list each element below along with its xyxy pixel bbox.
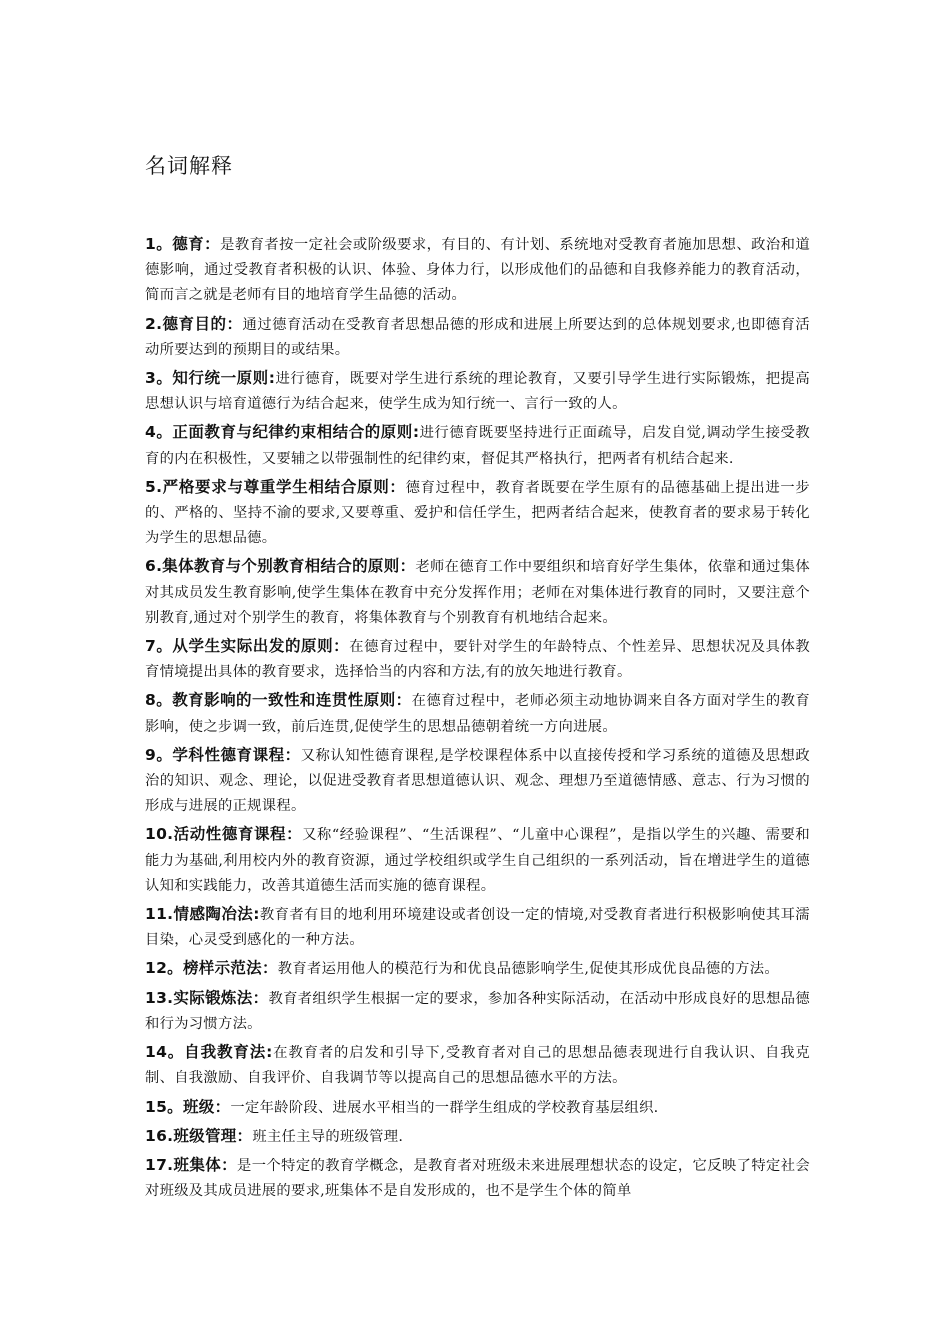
term-list bbox=[145, 232, 810, 1207]
term-entry bbox=[145, 743, 810, 820]
term-heading: 6.集体教育与个别教育相结合的原则： bbox=[145, 557, 416, 576]
term-heading: 2.德育目的： bbox=[145, 314, 243, 333]
term-heading: 1。德育： bbox=[145, 235, 221, 253]
term-entry bbox=[145, 822, 810, 899]
term-entry bbox=[145, 1095, 810, 1121]
term-entry bbox=[145, 1124, 810, 1150]
term-entry bbox=[145, 1040, 810, 1091]
term-heading: 9。学科性德育课程： bbox=[145, 745, 301, 764]
term-entry bbox=[145, 986, 810, 1037]
term-definition: 在德育过程中，老师必须主动地协调来自各方面对学生的教育影响，使之步调一致，前后连贯,促使学生的思想品德朝着统一方向进展。 bbox=[145, 693, 810, 735]
term-definition: 一定年龄阶段、进展水平相当的一群学生组成的学校教育基层组织. bbox=[230, 1099, 659, 1116]
term-heading: 15。班级： bbox=[145, 1097, 231, 1116]
term-heading: 7。从学生实际出发的原则： bbox=[145, 637, 350, 656]
term-heading: 3。知行统一原则: bbox=[145, 369, 276, 388]
term-definition: 教育者组织学生根据一定的要求，参加各种实际活动，在活动中形成良好的思想品德和行为习惯方法。 bbox=[145, 990, 810, 1032]
term-entry bbox=[145, 554, 810, 631]
term-definition: 进行德育，既要对学生进行系统的理论教育，又要引导学生进行实际锻炼，把提高思想认识与培育道德行为结合起来，使学生成为知行统一、言行一致的人。 bbox=[145, 371, 811, 413]
term-heading: 14。自我教育法: bbox=[145, 1043, 273, 1062]
term-definition: 进行德育既要坚持进行正面疏导，启发自觉,调动学生接受教育的内在积极性，又要辅之以带强制性的纪律约束，督促其严格执行，把两者有机结合起来. bbox=[145, 425, 810, 467]
term-entry bbox=[145, 475, 810, 552]
term-heading: 10.活动性德育课程： bbox=[145, 825, 303, 844]
term-definition: 教育者有目的地利用环境建设或者创设一定的情境,对受教育者进行积极影响使其耳濡目染，心灵受到感化的一种方法。 bbox=[145, 907, 810, 949]
term-entry bbox=[145, 232, 810, 309]
term-definition: 班主任主导的班级管理. bbox=[252, 1128, 404, 1145]
term-entry bbox=[145, 956, 810, 982]
term-heading: 4。正面教育与纪律约束相结合的原则: bbox=[145, 423, 420, 442]
term-definition: 教育者运用他人的模范行为和优良品德影响学生,促使其形成优良品德的方法。 bbox=[277, 961, 779, 978]
term-definition: 又称认知性德育课程,是学校课程体系中以直接传授和学习系统的道德及思想政治的知识、观念、理论，以促进受教育者思想道德认识、观念、理想乃至道德情感、意志、行为习惯的形成与进展的正规课程。 bbox=[145, 747, 810, 815]
term-entry bbox=[145, 688, 810, 739]
term-definition: 是教育者按一定社会或阶级要求，有目的、有计划、系统地对受教育者施加思想、政治和道德影响，通过受教育者积极的认识、体验、身体力行，以形成他们的品德和自我修养能力的教育活动，简而言之就是老师有目的地培育学生品德的活动。 bbox=[145, 237, 810, 304]
term-heading: 17.班集体： bbox=[145, 1155, 238, 1174]
term-heading: 13.实际锻炼法： bbox=[145, 988, 269, 1007]
term-entry bbox=[145, 366, 810, 417]
term-entry bbox=[145, 1153, 810, 1204]
term-definition: 老师在德育工作中要组织和培育好学生集体，依靠和通过集体对其成员发生教育影响,使学生集体在教育中充分发挥作用；老师在对集体进行教育的同时，又要注意个别教育,通过对个别学生的教育，将集体教育与个别教育有机地结合起来。 bbox=[145, 559, 810, 626]
term-definition: 德育过程中，教育者既要在学生原有的品德基础上提出进一步的、严格的、坚持不渝的要求,又要尊重、爱护和信任学生，把两者结合起来，使教育者的要求易于转化为学生的思想品德。 bbox=[145, 479, 810, 547]
term-entry bbox=[145, 312, 810, 363]
term-definition: 在教育者的启发和引导下,受教育者对自己的思想品德表现进行自我认识、自我克制、自我激励、自我评价、自我调节等以提高自己的思想品德水平的方法。 bbox=[145, 1045, 811, 1087]
term-heading: 16.班级管理： bbox=[145, 1126, 253, 1145]
term-definition: 通过德育活动在受教育者思想品德的形成和进展上所要达到的总体规划要求,也即德育活动所要达到的预期目的或结果。 bbox=[145, 316, 810, 358]
term-definition: 在德育过程中，要针对学生的年龄特点、个性差异、思想状况及具体教育情境提出具体的教育要求，选择恰当的内容和方法,有的放矢地进行教育。 bbox=[145, 639, 811, 681]
term-definition: 是一个特定的教育学概念，是教育者对班级未来进展理想状态的设定，它反映了特定社会对班级及其成员进展的要求,班集体不是自发形成的，也不是学生个体的简单 bbox=[145, 1157, 810, 1200]
term-heading: 11.情感陶冶法: bbox=[145, 905, 260, 924]
term-heading: 5.严格要求与尊重学生相结合原则： bbox=[145, 477, 406, 496]
page-title: 名词解释 bbox=[145, 154, 233, 178]
term-entry bbox=[145, 634, 810, 685]
term-definition: 又称“经验课程”、“生活课程”、“儿童中心课程”，是指以学生的兴趣、需要和能力为基础,利用校内外的教育资源，通过学校组织或学生自己组织的一系列活动，旨在增进学生的道德认知和实践能力，改善其道德生活而实施的德育课程。 bbox=[145, 827, 811, 894]
term-heading: 12。榜样示范法： bbox=[145, 959, 278, 978]
term-entry bbox=[145, 902, 810, 953]
term-heading: 8。教育影响的一致性和连贯性原则： bbox=[145, 691, 412, 710]
term-entry bbox=[145, 420, 810, 471]
